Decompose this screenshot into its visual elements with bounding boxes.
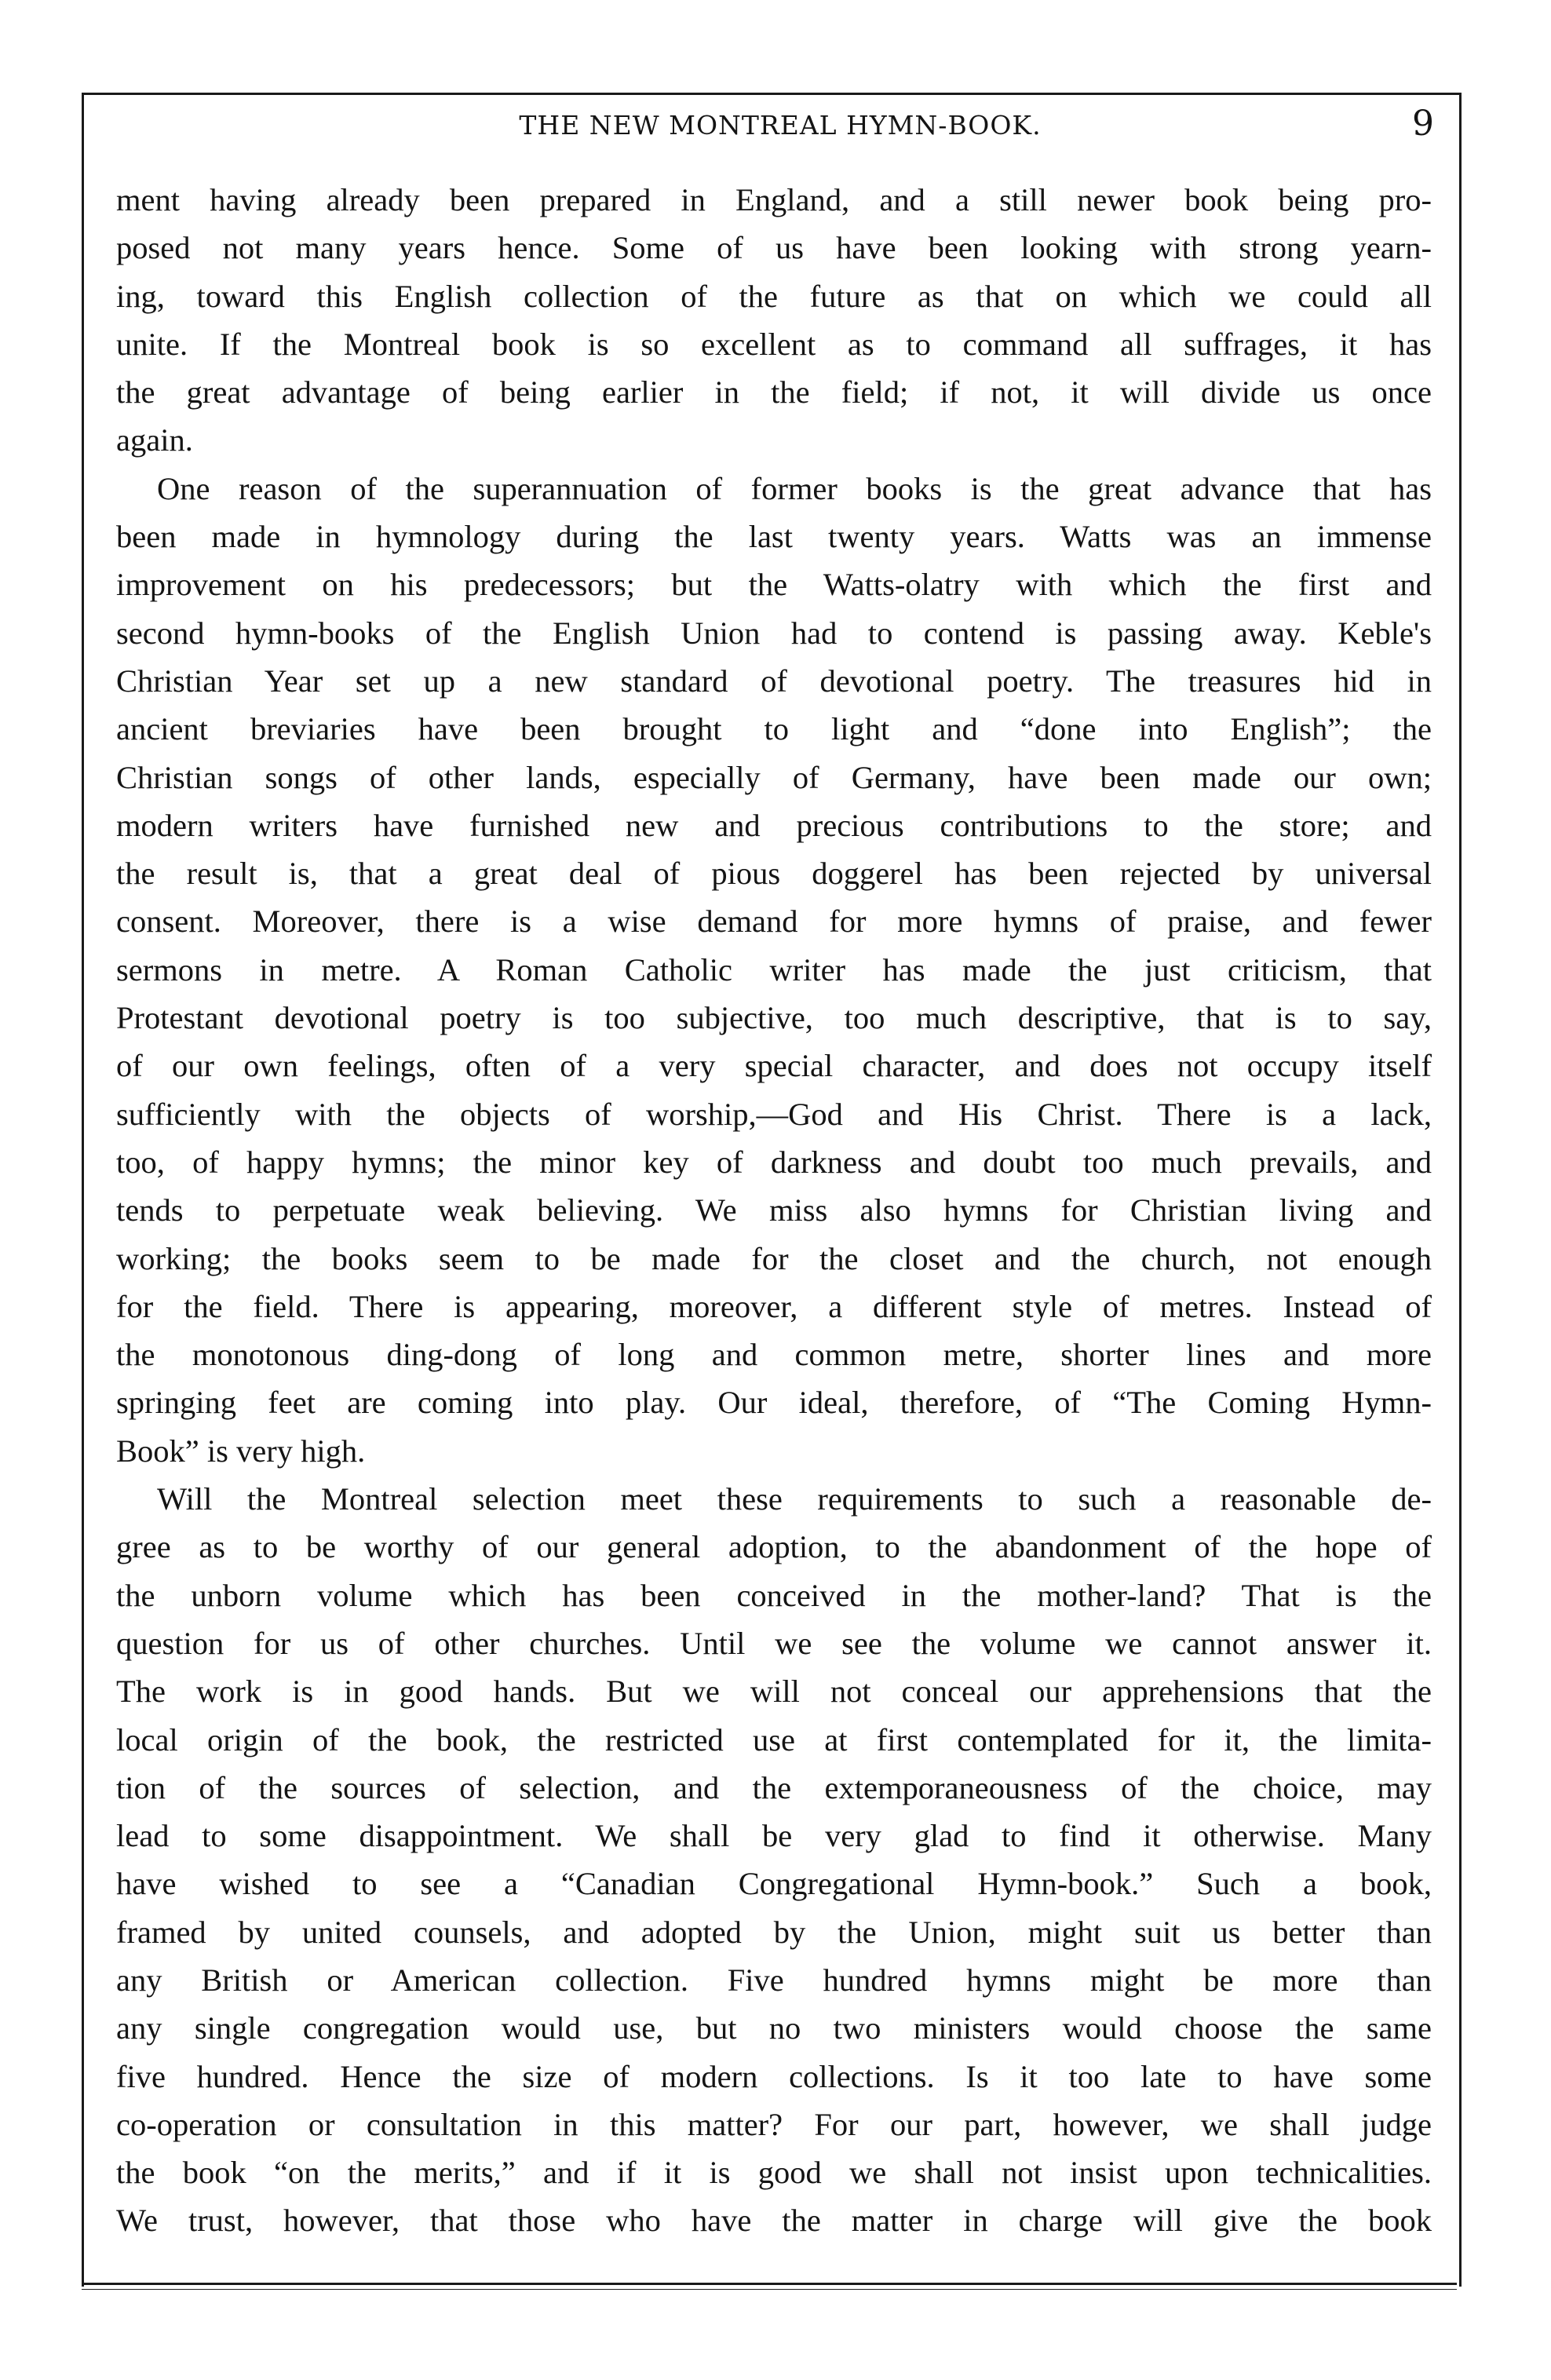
text-line: the book “on the merits,” and if it is good we shall not insist upon technicalities. [116, 2155, 1432, 2191]
text-line: working; the books seem to be made for the closet and the church, not enough [116, 1240, 1432, 1276]
text-line: of our own feelings, often of a very special character, and does not occupy itself [116, 1048, 1432, 1084]
text-line: local origin of the book, the restricted use at first contemplated for it, the limita- [116, 1721, 1432, 1758]
text-line: have wished to see a “Canadian Congregational Hymn-book.” Such a book, [116, 1866, 1432, 1902]
text-line: consent. Moreover, there is a wise demand for more hymns of praise, and fewer [116, 903, 1432, 940]
text-line: Book” is very high. [116, 1433, 366, 1469]
text-line: Christian Year set up a new standard of devotional poetry. The treasures hid in [116, 663, 1432, 699]
text-line: tion of the sources of selection, and the extemporaneousness of the choice, may [116, 1769, 1432, 1805]
text-line: modern writers have furnished new and precious contributions to the store; and [116, 807, 1432, 843]
text-line: The work is in good hands. But we will not conceal our apprehensions that the [116, 1674, 1432, 1710]
text-line: the unborn volume which has been conceived in the mother-land? That is the [116, 1577, 1432, 1613]
text-line: sermons in metre. A Roman Catholic writer has made the just criticism, that [116, 951, 1432, 987]
paragraph-2 [116, 465, 1432, 1475]
text-line: Christian songs of other lands, especially of Germany, have been made our own; [116, 759, 1432, 795]
bottom-rule [82, 2283, 1457, 2285]
text-line: too, of happy hymns; the minor key of darkness and doubt too much prevails, and [116, 1144, 1432, 1180]
text-line: improvement on his predecessors; but the Watts-olatry with which the first and [116, 567, 1432, 603]
body-text [116, 176, 1432, 2245]
text-line: framed by united counsels, and adopted by the Union, might suit us better than [116, 1914, 1432, 1950]
text-line: unite. If the Montreal book is so excellent as to command all suffrages, it has [116, 326, 1432, 362]
text-line: question for us of other churches. Until we see the volume we cannot answer it. [116, 1625, 1432, 1661]
text-line: the result is, that a great deal of pious doggerel has been rejected by universal [116, 856, 1432, 892]
text-line: tends to perpetuate weak believing. We miss also hymns for Christian living and [116, 1192, 1432, 1228]
text-line: ing, toward this English collection of the future as that on which we could all [116, 278, 1432, 314]
text-line: Will the Montreal selection meet these requirements to such a reasonable de- [157, 1481, 1432, 1517]
text-line: ancient breviaries have been brought to light and “done into English”; the [116, 711, 1432, 747]
text-line: second hymn-books of the English Union had to contend is passing away. Keble's [116, 615, 1432, 651]
text-line: any single congregation would use, but no two ministers would choose the same [116, 2010, 1432, 2046]
text-line: co-operation or consultation in this matter? For our part, however, we shall judge [116, 2106, 1432, 2142]
text-line: Protestant devotional poetry is too subjective, too much descriptive, that is to say, [116, 1000, 1432, 1036]
text-line: springing feet are coming into play. Our ideal, therefore, of “The Coming Hymn- [116, 1385, 1432, 1421]
text-line: gree as to be worthy of our general adoption, to the abandonment of the hope of [116, 1529, 1432, 1565]
text-line: been made in hymnology during the last twenty years. Watts was an immense [116, 519, 1432, 555]
text-line: five hundred. Hence the size of modern collections. Is it too late to have some [116, 2058, 1432, 2094]
text-line: lead to some disappointment. We shall be very glad to find it otherwise. Many [116, 1818, 1432, 1854]
text-line: One reason of the superannuation of former books is the great advance that has [157, 470, 1432, 506]
running-head-title: THE NEW MONTREAL HYMN-BOOK. [519, 110, 1042, 141]
bottom-rule-thin [82, 2289, 1457, 2290]
page-number: 9 [1412, 104, 1435, 144]
text-line: again. [116, 422, 193, 458]
text-line: any British or American collection. Five hundred hymns might be more than [116, 1962, 1432, 1998]
text-line: the monotonous ding-dong of long and common metre, shorter lines and more [116, 1337, 1432, 1373]
text-line: ment having already been prepared in England, and a still newer book being pro- [116, 182, 1432, 217]
text-line: sufficiently with the objects of worship,—God and His Christ. There is a lack, [116, 1096, 1432, 1132]
paragraph-3 [116, 1475, 1432, 2245]
text-line: for the field. There is appearing, moreover, a different style of metres. Instead of [116, 1288, 1432, 1324]
text-line: We trust, however, that those who have the matter in charge will give the book [116, 2203, 1432, 2239]
text-line: the great advantage of being earlier in the field; if not, it will divide us once [116, 374, 1432, 411]
text-line: posed not many years hence. Some of us have been looking with strong yearn- [116, 230, 1432, 266]
paragraph-1 [116, 176, 1432, 465]
running-header [126, 104, 1435, 151]
